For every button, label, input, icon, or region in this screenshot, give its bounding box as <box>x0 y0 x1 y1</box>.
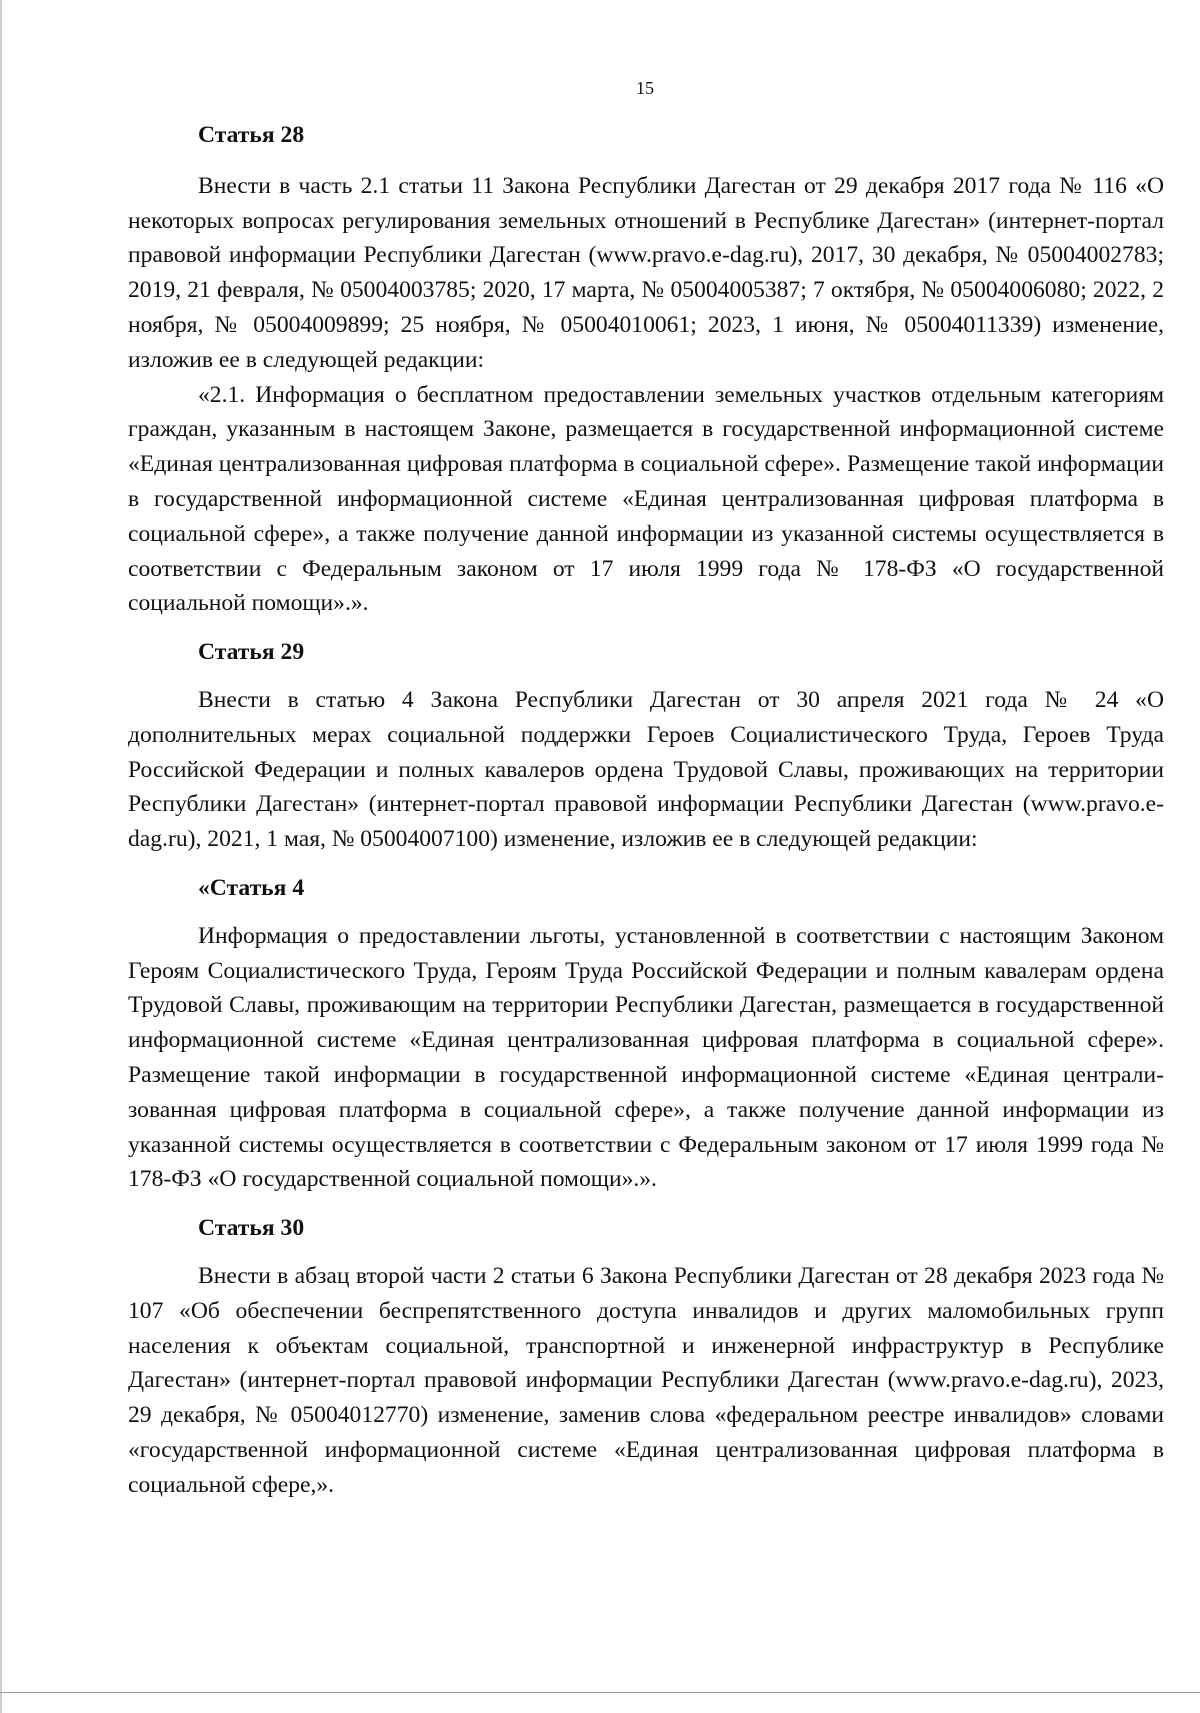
quoted-article-4-heading: «Статья 4 <box>198 874 305 901</box>
article-29-paragraph-1: Внести в статью 4 Закона Республики Дагестан от 30 апреля 2021 года № 24 «О дополнительных мерах социальной поддержки Героев Социалистического Труда, Героев Труда Российской Федерации и полных кавалеров ордена Трудовой Славы, проживающих на территории Республики Дагестан» (интернет-портал правовой информации Республики Дагестан (www.pravo.e-dag.ru), 2021, 1 мая, № 05004007100) изменение, изложив ее в следующей редакции: <box>128 686 1164 853</box>
article-30-paragraph-1: Внести в абзац второй части 2 статьи 6 Закона Республики Дагестан от 28 декабря 2023 года № 107 «Об обеспечении беспрепятственного доступа инвалидов и других маломобильных групп населения к объектам социальной, транспортной и инженерной инфраструктур в Республике Дагестан» (интернет-портал правовой информации Республики Дагестан (www.pravo.e-dag.ru), 2023, 29 декабря, № 05004012770) изменение, заменив слова «федеральном реестре инвалидов» словами «государственной информационной системе «Единая централизованная цифровая платформа в социальной сфере,». <box>128 1262 1164 1498</box>
document-body <box>128 118 1164 1502</box>
scan-edge-line <box>0 0 2 1713</box>
article-28-paragraph-2: «2.1. Информация о бесплатном предоставлении земельных участков отдельным категориям граждан, указанным в настоящем Законе, размещается в государственной информационной системе «Единая централизованная цифровая платформа в социальной сфере». Размещение такой информации в государственной информационной системе «Единая централизованная цифровая платформа в социальной сфере», а также получение данной информации из указанной системы осуществляется в соответствии с Федеральным законом от 17 июля 1999 года № 178-ФЗ «О государственной социальной помощи».». <box>128 381 1164 617</box>
page-number: 15 <box>636 78 654 98</box>
article-28-heading: Статья 28 <box>198 122 305 148</box>
quoted-article-4-paragraph-1: Информация о предоставлении льготы, установленной в соответствии с настоящим Законом Героям Социалистического Труда, Героям Труда Российской Федерации и полным кавалерам ордена Трудовой Славы, проживающим на территории Республики Дагестан, размещается в государственной информационной системе «Единая централизованная цифровая платформа в социальной сфере». Размещение такой информации в государственной информационной системе «Единая централизованная цифровая платформа в социальной сфере», а также получение данной информации из указанной системы осуществляется в соответствии с Федеральным законом от 17 июля 1999 года № 178-ФЗ «О государственной социальной помощи».». <box>128 922 1164 1193</box>
article-29-heading: Статья 29 <box>198 639 305 666</box>
article-30-heading: Статья 30 <box>198 1215 305 1242</box>
article-28-paragraph-1: Внести в часть 2.1 статьи 11 Закона Республики Дагестан от 29 декабря 2017 года № 116 «О некоторых вопросах регулирования земельных отношений в Республике Дагестан» (интернет-портал правовой информации Республики Дагестан (www.pravo.e-dag.ru), 2017, 30 декабря, № 05004002783; 2019, 21 февраля, № 05004003785; 2020, 17 марта, № 05004005387; 7 октября, № 05004006080; 2022, 2 ноября, № 05004009899; 25 ноября, № 05004010061; 2023, 1 июня, № 05004011339) изменение, изложив ее в следующей редакции: <box>128 172 1164 373</box>
scan-bottom-line <box>0 1692 1200 1693</box>
